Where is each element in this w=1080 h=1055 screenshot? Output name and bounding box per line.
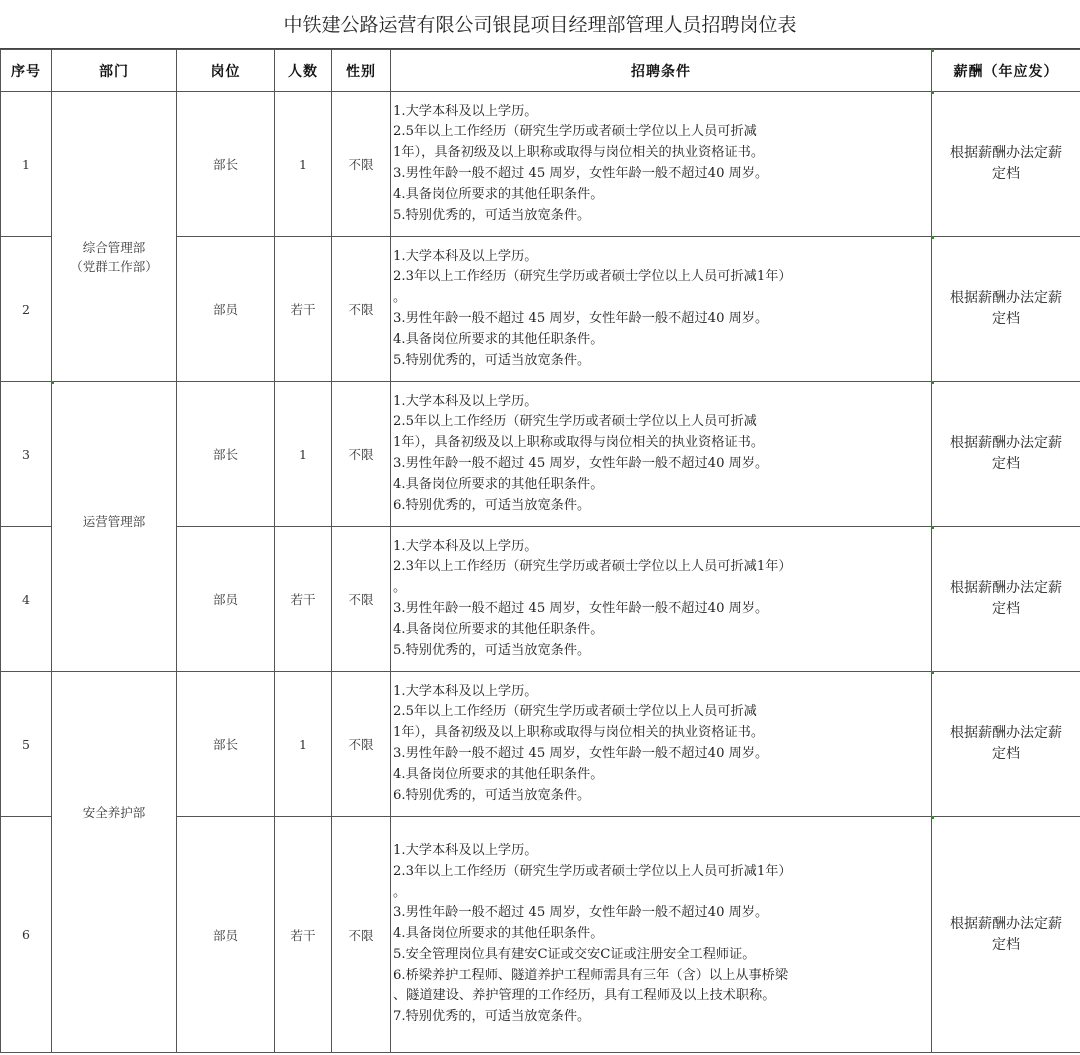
- salary-cell: [932, 527, 1080, 672]
- header-post: 岗位: [177, 50, 275, 92]
- salary-text: 根据薪酬办法定薪: [950, 435, 1062, 451]
- condition-line: 1.大学本科及以上学历。: [393, 393, 538, 409]
- count-cell: 若干: [275, 527, 332, 672]
- condition-line: 。: [393, 290, 407, 306]
- count-cell: 若干: [275, 237, 332, 382]
- post-cell: 部员: [177, 237, 275, 382]
- condition-line: 4.具备岗位所要求的其他任职条件。: [393, 621, 604, 637]
- condition-line: 4.具备岗位所要求的其他任职条件。: [393, 186, 604, 202]
- condition-line: 3.男性年龄一般不超过 45 周岁，女性年龄一般不超过40 周岁。: [393, 746, 769, 761]
- condition-line: 1年），具备初级及以上职称或取得与岗位相关的执业资格证书。: [393, 725, 765, 741]
- post-cell: 部长: [177, 672, 275, 817]
- post-cell: 部员: [177, 527, 275, 672]
- count-cell: 1: [275, 382, 332, 527]
- gender-cell: 不限: [332, 817, 391, 1053]
- salary-cell: [932, 237, 1080, 382]
- header-count: 人数: [275, 50, 332, 92]
- header-dept: 部门: [52, 50, 177, 92]
- condition-line: 1.大学本科及以上学历。: [393, 538, 538, 554]
- condition-line: 6.特别优秀的，可适当放宽条件。: [393, 787, 591, 803]
- condition-line: 2.5年以上工作经历（研究生学历或者硕士学位以上人员可折减: [393, 124, 757, 140]
- condition-line: 1.大学本科及以上学历。: [393, 683, 538, 699]
- conditions-cell: [391, 672, 932, 817]
- count-cell: 1: [275, 672, 332, 817]
- condition-line: 1年），具备初级及以上职称或取得与岗位相关的执业资格证书。: [393, 435, 765, 451]
- dept-name-sub: （党群工作部）: [70, 258, 158, 274]
- header-gender: 性别: [332, 50, 391, 92]
- header-seq: 序号: [1, 50, 52, 92]
- gender-cell: 不限: [332, 672, 391, 817]
- condition-line: 1年），具备初级及以上职称或取得与岗位相关的执业资格证书。: [393, 145, 765, 161]
- count-cell: 若干: [275, 817, 332, 1053]
- condition-line: 7.特别优秀的，可适当放宽条件。: [393, 1009, 591, 1025]
- seq-cell: 4: [1, 527, 52, 672]
- gender-cell: 不限: [332, 527, 391, 672]
- condition-line: 2.3年以上工作经历（研究生学历或者硕士学位以上人员可折减1年）: [393, 269, 792, 285]
- table-row: [1, 672, 1080, 817]
- seq-cell: 6: [1, 817, 52, 1053]
- dept-cell: [52, 92, 177, 382]
- condition-line: 5.特别优秀的，可适当放宽条件。: [393, 207, 591, 223]
- salary-cell: [932, 817, 1080, 1053]
- seq-cell: 5: [1, 672, 52, 817]
- header-conditions: 招聘条件: [391, 50, 932, 92]
- header-row: [1, 50, 1080, 92]
- condition-line: 6.特别优秀的，可适当放宽条件。: [393, 497, 591, 513]
- condition-line: 。: [393, 884, 407, 900]
- salary-cell: [932, 672, 1080, 817]
- conditions-cell: [391, 92, 932, 237]
- dept-cell: [52, 672, 177, 1053]
- table-row: [1, 382, 1080, 527]
- page-title: 中铁建公路运营有限公司银昆项目经理部管理人员招聘岗位表: [0, 0, 1080, 49]
- condition-line: 4.具备岗位所要求的其他任职条件。: [393, 476, 604, 492]
- salary-cell: [932, 92, 1080, 237]
- condition-line: 1.大学本科及以上学历。: [393, 103, 538, 119]
- recruitment-table: [0, 49, 1080, 1053]
- condition-line: 3.男性年龄一般不超过 45 周岁，女性年龄一般不超过40 周岁。: [393, 311, 769, 326]
- salary-text-cont: 定档: [992, 456, 1020, 472]
- condition-line: 6.桥梁养护工程师、隧道养护工程师需具有三年（含）以上从事桥梁: [393, 967, 789, 983]
- condition-line: 2.5年以上工作经历（研究生学历或者硕士学位以上人员可折减: [393, 704, 757, 720]
- salary-text-cont: 定档: [992, 166, 1020, 182]
- condition-line: 5.安全管理岗位具有建安C证或交安C证或注册安全工程师证。: [393, 946, 756, 962]
- post-cell: 部长: [177, 92, 275, 237]
- condition-line: 3.男性年龄一般不超过 45 周岁，女性年龄一般不超过40 周岁。: [393, 456, 769, 471]
- dept-name: 运营管理部: [82, 514, 146, 529]
- dept-name: 安全养护部: [82, 804, 146, 820]
- seq-cell: 3: [1, 382, 52, 527]
- header-salary: 薪酬（年应发）: [932, 50, 1080, 92]
- condition-line: 、隧道建设、养护管理的工作经历，具有工程师及以上技术职称。: [393, 988, 776, 1004]
- gender-cell: 不限: [332, 237, 391, 382]
- condition-line: 5.特别优秀的，可适当放宽条件。: [393, 642, 591, 658]
- salary-text-cont: 定档: [992, 311, 1020, 327]
- condition-line: 2.3年以上工作经历（研究生学历或者硕士学位以上人员可折减1年）: [393, 559, 792, 575]
- condition-line: 3.男性年龄一般不超过 45 周岁，女性年龄一般不超过40 周岁。: [393, 601, 769, 616]
- table-row: [1, 92, 1080, 237]
- seq-cell: 1: [1, 92, 52, 237]
- condition-line: 5.特别优秀的，可适当放宽条件。: [393, 352, 591, 368]
- salary-text: 根据薪酬办法定薪: [950, 145, 1062, 161]
- salary-text: 根据薪酬办法定薪: [950, 915, 1062, 932]
- salary-cell: [932, 382, 1080, 527]
- post-cell: 部长: [177, 382, 275, 527]
- dept-name: 综合管理部: [82, 239, 146, 255]
- condition-line: 4.具备岗位所要求的其他任职条件。: [393, 766, 604, 782]
- condition-line: 2.5年以上工作经历（研究生学历或者硕士学位以上人员可折减: [393, 414, 757, 430]
- conditions-cell: [391, 527, 932, 672]
- condition-line: 3.男性年龄一般不超过 45 周岁，女性年龄一般不超过40 周岁。: [393, 166, 769, 181]
- conditions-cell: [391, 237, 932, 382]
- condition-line: 。: [393, 580, 407, 596]
- condition-line: 4.具备岗位所要求的其他任职条件。: [393, 331, 604, 347]
- condition-line: 2.3年以上工作经历（研究生学历或者硕士学位以上人员可折减1年）: [393, 863, 792, 879]
- conditions-cell: [391, 382, 932, 527]
- post-cell: 部员: [177, 817, 275, 1053]
- salary-text: 根据薪酬办法定薪: [950, 290, 1062, 306]
- conditions-cell: [391, 817, 932, 1053]
- salary-text-cont: 定档: [992, 746, 1020, 762]
- condition-line: 1.大学本科及以上学历。: [393, 248, 538, 264]
- dept-cell: [52, 382, 177, 672]
- seq-cell: 2: [1, 237, 52, 382]
- gender-cell: 不限: [332, 92, 391, 237]
- condition-line: 3.男性年龄一般不超过 45 周岁，女性年龄一般不超过40 周岁。: [393, 905, 769, 921]
- condition-line: 1.大学本科及以上学历。: [393, 842, 538, 858]
- condition-line: 4.具备岗位所要求的其他任职条件。: [393, 926, 604, 942]
- salary-text: 根据薪酬办法定薪: [950, 725, 1062, 741]
- count-cell: 1: [275, 92, 332, 237]
- gender-cell: 不限: [332, 382, 391, 527]
- salary-text-cont: 定档: [992, 936, 1020, 953]
- salary-text: 根据薪酬办法定薪: [950, 580, 1062, 596]
- salary-text-cont: 定档: [992, 601, 1020, 617]
